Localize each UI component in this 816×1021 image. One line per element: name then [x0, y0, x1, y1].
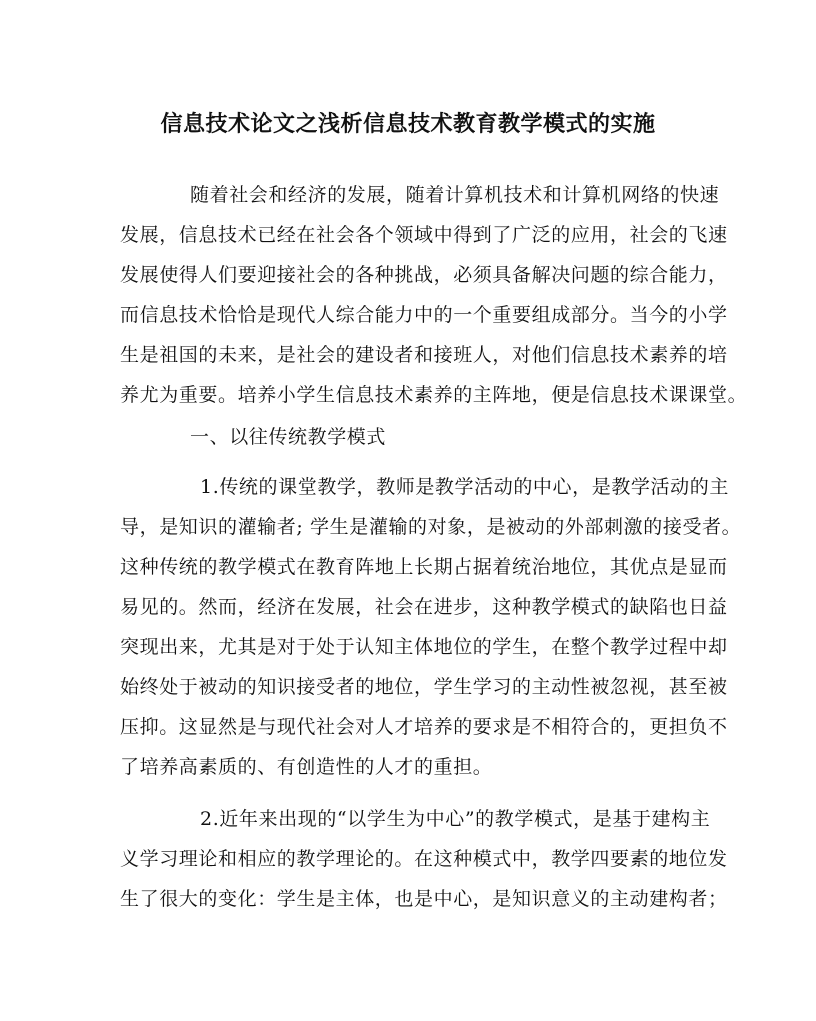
- document-title: 信息技术论文之浅析信息技术教育教学模式的实施: [160, 111, 656, 137]
- paragraph-3-line-5: 突现出来，尤其是对于处于认知主体地位的学生，在整个教学过程中却: [120, 636, 728, 658]
- paragraph-1-line-1: 随着社会和经济的发展，随着计算机技术和计算机网络的快速: [190, 184, 720, 206]
- paragraph-4-line-3: 生了很大的变化：学生是主体，也是中心，是知识意义的主动建构者；: [120, 888, 728, 910]
- paragraph-3-line-4: 易见的。然而，经济在发展，社会在进步，这种教学模式的缺陷也日益: [120, 596, 728, 618]
- paragraph-1-line-6: 养尤为重要。培养小学生信息技术素养的主阵地，便是信息技术课课堂。: [120, 384, 748, 406]
- paragraph-3-line-7: 压抑。这显然是与现代社会对人才培养的要求是不相符合的，更担负不: [120, 716, 728, 738]
- paragraph-1-line-5: 生是祖国的未来，是社会的建设者和接班人，对他们信息技术素养的培: [120, 344, 728, 366]
- paragraph-1-line-3: 发展使得人们要迎接社会的各种挑战，必须具备解决问题的综合能力，: [120, 264, 728, 286]
- paragraph-3-line-8: 了培养高素质的、有创造性的人才的重担。: [120, 756, 493, 778]
- paragraph-3-line-1: 1.传统的课堂教学，教师是教学活动的中心，是教学活动的主: [200, 476, 729, 498]
- paragraph-4-line-2: 义学习理论和相应的教学理论的。在这种模式中，教学四要素的地位发: [120, 848, 728, 870]
- paragraph-3-line-6: 始终处于被动的知识接受者的地位，学生学习的主动性被忽视，甚至被: [120, 676, 728, 698]
- paragraph-3-line-3: 这种传统的教学模式在教育阵地上长期占据着统治地位，其优点是显而: [120, 556, 728, 578]
- paragraph-3-line-2: 导，是知识的灌输者; 学生是灌输的对象，是被动的外部刺激的接受者。: [120, 516, 742, 538]
- section-heading: 一、以往传统教学模式: [190, 426, 387, 448]
- paragraph-1-line-2: 发展，信息技术已经在社会各个领域中得到了广泛的应用，社会的飞速: [120, 224, 728, 246]
- paragraph-4-line-1: 2.近年来出现的“以学生为中心”的教学模式，是基于建构主: [200, 808, 711, 830]
- paragraph-1-line-4: 而信息技术恰恰是现代人综合能力中的一个重要组成部分。当今的小学: [120, 304, 728, 326]
